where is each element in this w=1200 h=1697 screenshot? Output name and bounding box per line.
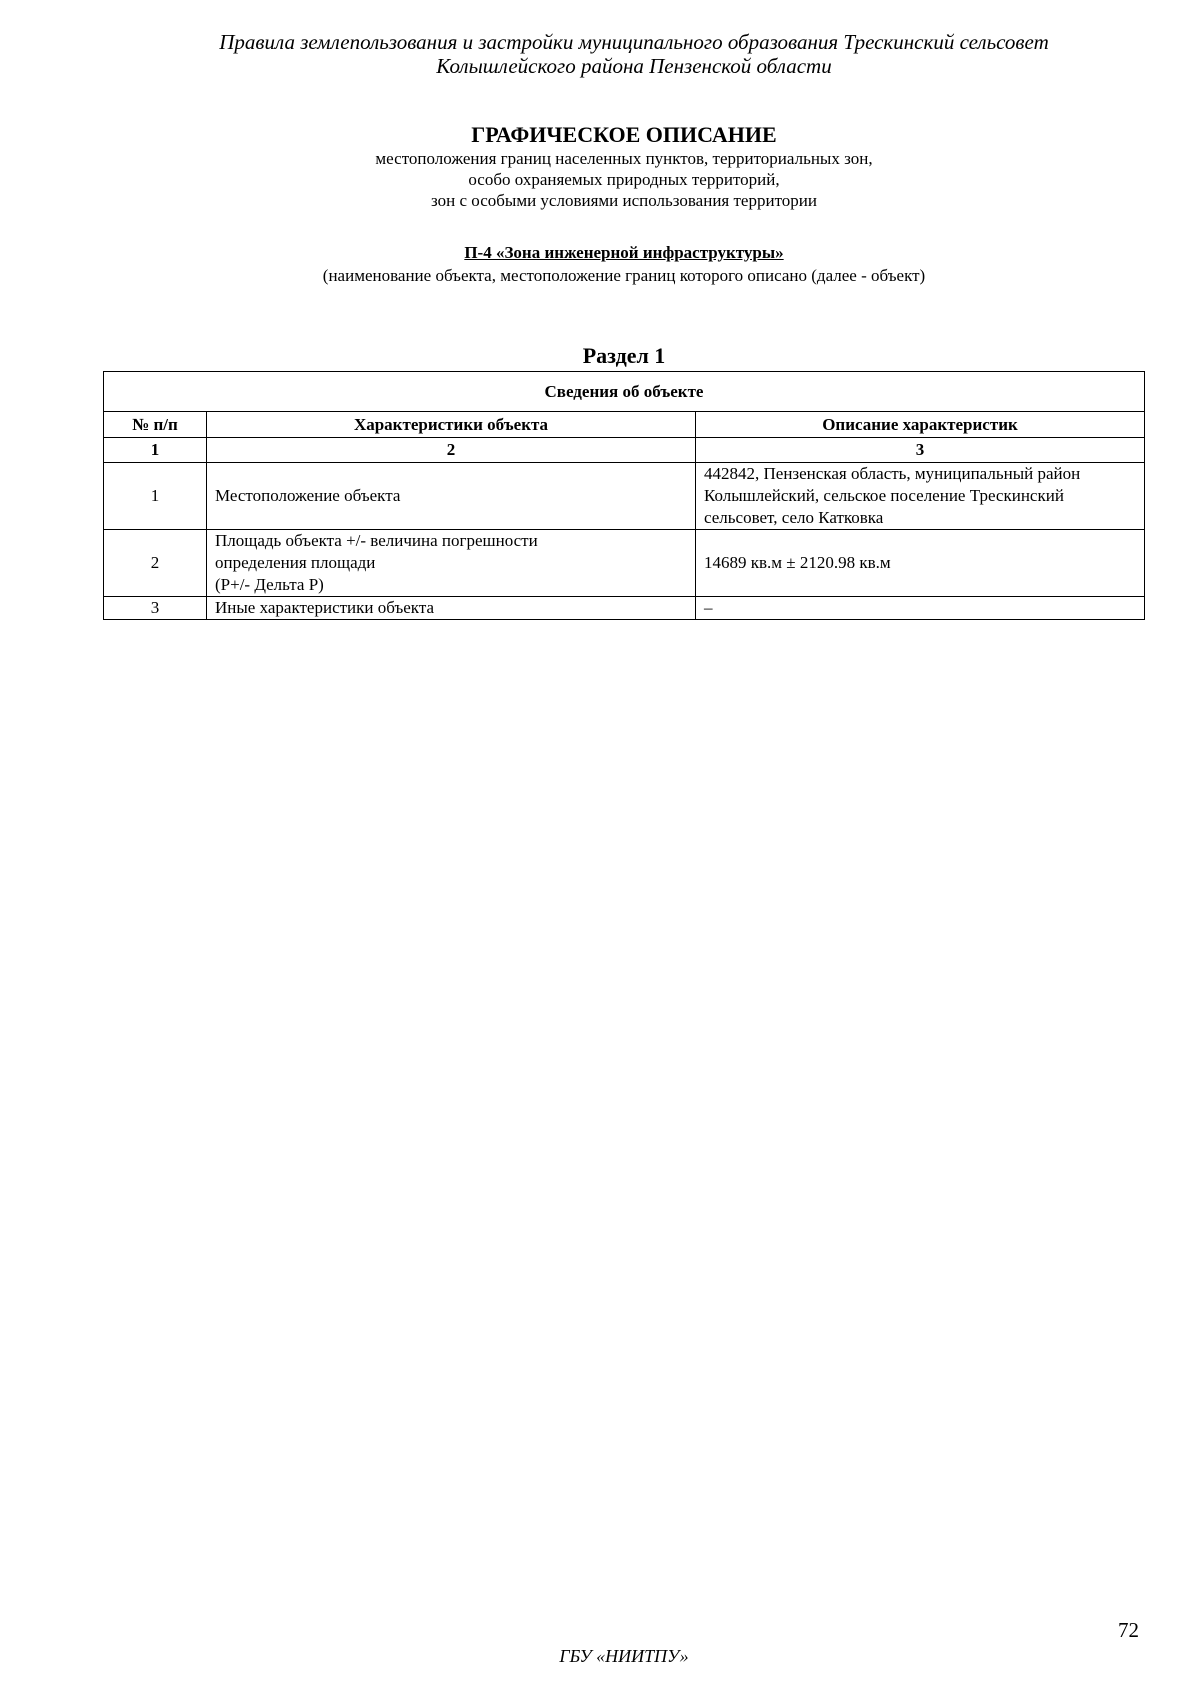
row-1-num: 1 [104, 463, 207, 530]
running-header [0, 30, 1200, 78]
subtitle-line-2: особо охраняемых природных территорий, [468, 170, 780, 189]
table-row [104, 463, 1145, 530]
title-block [0, 122, 1200, 211]
table-row [104, 597, 1145, 620]
object-caption: (наименование объекта, местоположение границ которого описано (далее - объект) [322, 266, 926, 285]
document-title: ГРАФИЧЕСКОЕ ОПИСАНИЕ [471, 122, 777, 147]
footer-organization: ГБУ «НИИТПУ» [559, 1646, 689, 1666]
table-header-row [104, 412, 1145, 438]
object-info-table [103, 371, 1145, 620]
row-3-description [696, 597, 1145, 620]
page-number: 72 [1118, 1618, 1139, 1642]
row-2-description-line-1: 14689 кв.м ± 2120.98 кв.м [704, 553, 891, 572]
row-1-description-line-3: сельсовет, село Катковка [704, 508, 884, 527]
subtitle-line-3: зон с особыми условиями использования территории [431, 191, 817, 210]
section-title: Раздел 1 [582, 343, 666, 368]
row-2-description [696, 530, 1145, 597]
row-3-characteristic-line-1: Иные характеристики объекта [215, 598, 435, 617]
header-num: № п/п [104, 412, 207, 438]
row-2-characteristic-line-3: (Р+/- Дельта Р) [215, 575, 324, 594]
row-1-description-line-1: 442842, Пензенская область, муниципальный район [704, 464, 1081, 483]
row-1-description [696, 463, 1145, 530]
header-characteristic: Характеристики объекта [207, 412, 696, 438]
header-description: Описание характеристик [696, 412, 1145, 438]
table-row [104, 530, 1145, 597]
row-1-characteristic-line-1: Местоположение объекта [215, 486, 401, 505]
subtitle-line-1: местоположения границ населенных пунктов, территориальных зон, [375, 149, 873, 168]
row-2-characteristic-line-1: Площадь объекта +/- величина погрешности [215, 531, 538, 550]
row-3-num: 3 [104, 597, 207, 620]
column-number-1: 1 [104, 438, 207, 463]
row-2-characteristic-line-2: определения площади [215, 553, 376, 572]
row-3-description-line-1: – [704, 598, 713, 617]
header-line-1: Правила землепользования и застройки муниципального образования Трескинский сельсовет [219, 30, 1049, 54]
row-1-description-line-2: Колышлейский, сельское поселение Трескинский [704, 486, 1064, 505]
column-number-3: 3 [696, 438, 1145, 463]
column-number-2: 2 [207, 438, 696, 463]
header-line-2: Колышлейского района Пензенской области [436, 54, 832, 78]
table-caption: Сведения об объекте [104, 372, 1145, 412]
row-2-characteristic [207, 530, 696, 597]
row-1-characteristic [207, 463, 696, 530]
row-2-num: 2 [104, 530, 207, 597]
row-3-characteristic [207, 597, 696, 620]
column-number-row [104, 438, 1145, 463]
object-name: П-4 «Зона инженерной инфраструктуры» [464, 243, 784, 262]
